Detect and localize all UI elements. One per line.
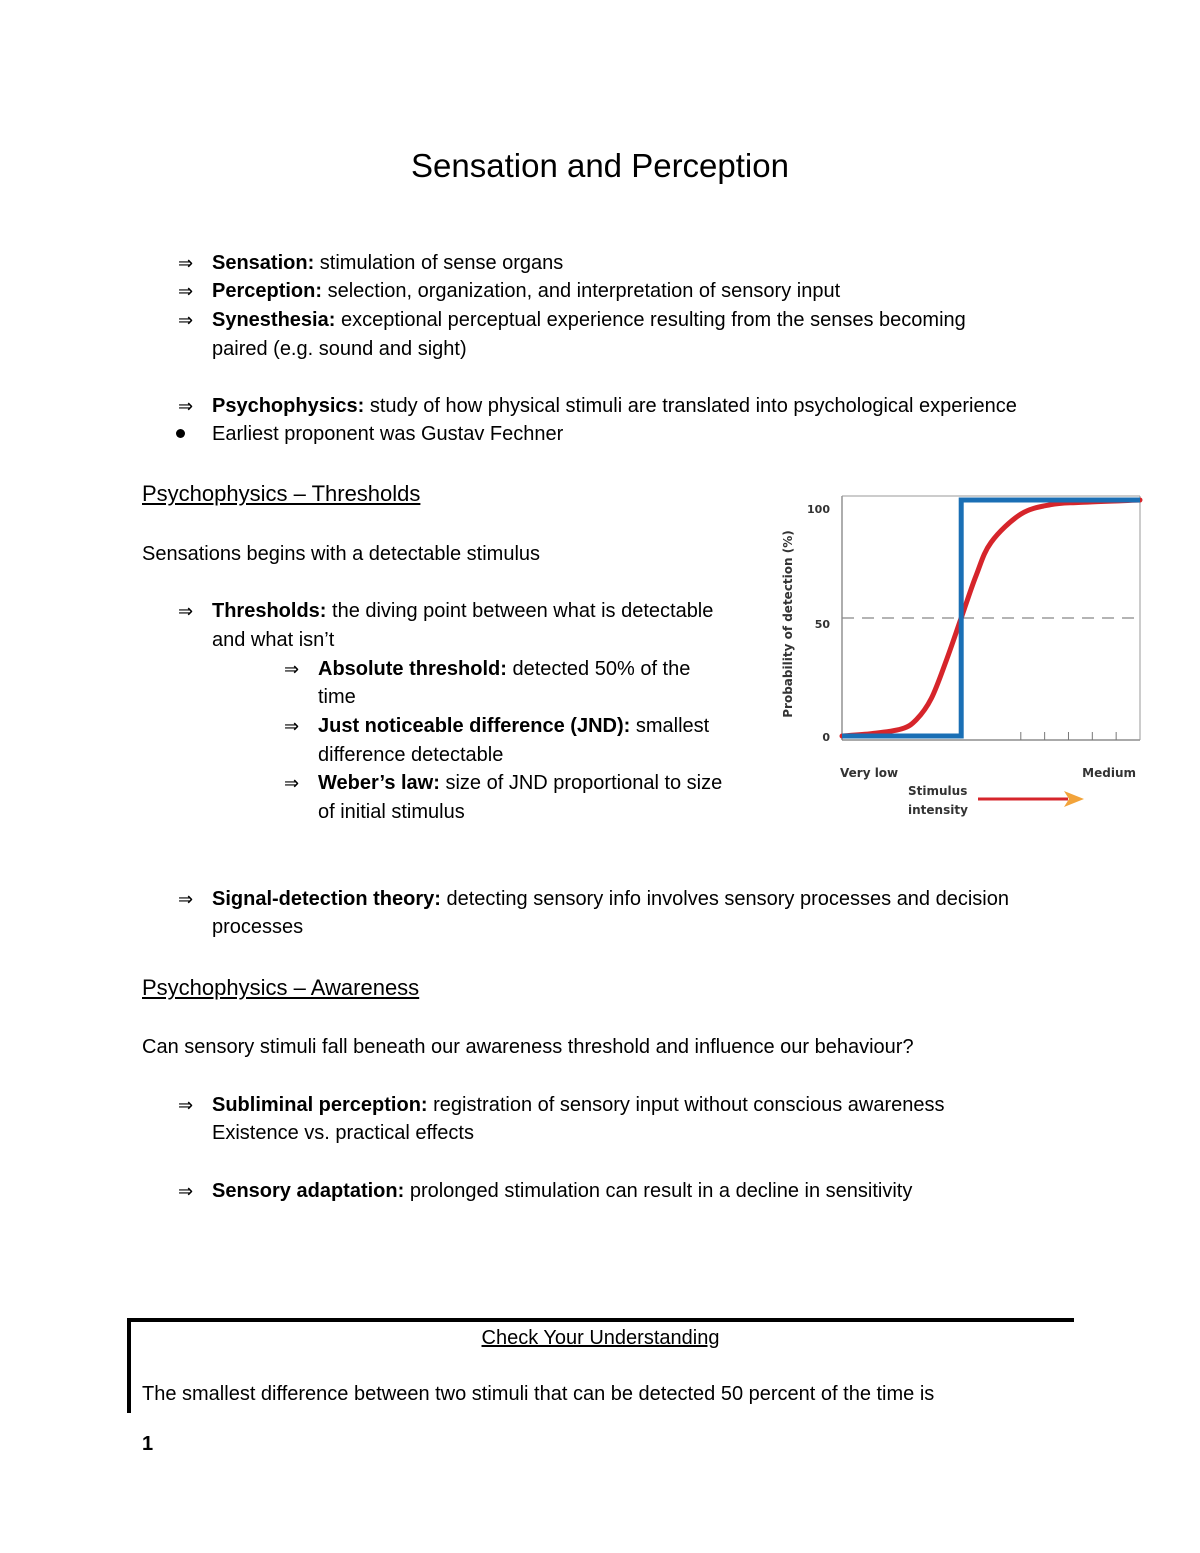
arrow-icon: ⇒ [178,601,194,621]
list-item-absolute-threshold: Absolute threshold: detected 50% of the [318,658,691,680]
arrow-icon: ⇒ [284,716,300,736]
threshold-chart [770,488,1150,828]
check-your-understanding-title: Check Your Understanding [481,1327,720,1349]
list-item-thresholds-cont: and what isn’t [212,629,335,651]
arrow-icon: ⇒ [178,396,194,416]
page-number: 1 [142,1433,154,1455]
list-item-signal-detection: Signal-detection theory: detecting sensory info involves sensory processes and decision [212,888,1009,910]
arrow-icon: ⇒ [178,1095,194,1115]
check-question: The smallest difference between two stimuli that can be detected 50 percent of the time is [142,1383,935,1405]
chart-xlabel-line1: Stimulus [908,784,968,798]
thresholds-intro: Sensations begins with a detectable stimulus [142,543,541,565]
list-item-webers-law-cont: of initial stimulus [318,801,465,823]
check-box-top-border [127,1318,1074,1322]
section-heading-awareness: Psychophysics – Awareness [142,975,420,1000]
list-item-jnd: Just noticeable difference (JND): smallest [318,715,710,737]
chart-x-start-label: Very low [840,766,899,780]
list-item-subliminal: Subliminal perception: registration of sensory input without conscious awareness [212,1094,945,1116]
chart-xlabel-line2: intensity [908,803,968,817]
list-item-psychophysics: Psychophysics: study of how physical stimuli are translated into psychological experience [212,395,1017,417]
list-item-adaptation: Sensory adaptation: prolonged stimulation can result in a decline in sensitivity [212,1180,913,1202]
chart-x-end-label: Medium [1082,766,1136,780]
arrow-icon: ⇒ [178,253,194,273]
page-title: Sensation and Perception [411,147,789,184]
list-item-sensation: Sensation: stimulation of sense organs [212,252,564,274]
list-item-absolute-threshold-cont: time [318,686,356,708]
bullet-icon [176,429,185,438]
chart-ylabel: Probability of detection (%) [781,530,795,718]
arrow-icon: ⇒ [178,889,194,909]
section-heading-thresholds: Psychophysics – Thresholds [142,481,421,506]
list-item-jnd-cont: difference detectable [318,744,504,766]
list-item-synesthesia-cont: paired (e.g. sound and sight) [212,338,467,360]
arrow-icon: ⇒ [178,1181,194,1201]
list-item-perception: Perception: selection, organization, and interpretation of sensory input [212,280,841,302]
list-item-thresholds: Thresholds: the diving point between what is detectable [212,600,714,622]
chart-ytick-100: 100 [807,503,830,516]
list-item-signal-detection-cont: processes [212,916,304,938]
arrow-icon: ⇒ [284,659,300,679]
awareness-question: Can sensory stimuli fall beneath our awareness threshold and influence our behaviour? [142,1036,914,1058]
list-item-webers-law: Weber’s law: size of JND proportional to size [318,772,723,794]
chart-ytick-0: 0 [822,731,830,744]
arrow-icon: ⇒ [178,310,194,330]
stimulus-arrow-icon [978,791,1084,807]
chart-ytick-50: 50 [814,618,830,631]
list-item-synesthesia: Synesthesia: exceptional perceptual experience resulting from the senses becoming [212,309,966,331]
list-item-subliminal-cont: Existence vs. practical effects [212,1122,474,1144]
bullet-item-fechner: Earliest proponent was Gustav Fechner [212,423,564,445]
arrow-icon: ⇒ [178,281,194,301]
arrow-icon: ⇒ [284,773,300,793]
